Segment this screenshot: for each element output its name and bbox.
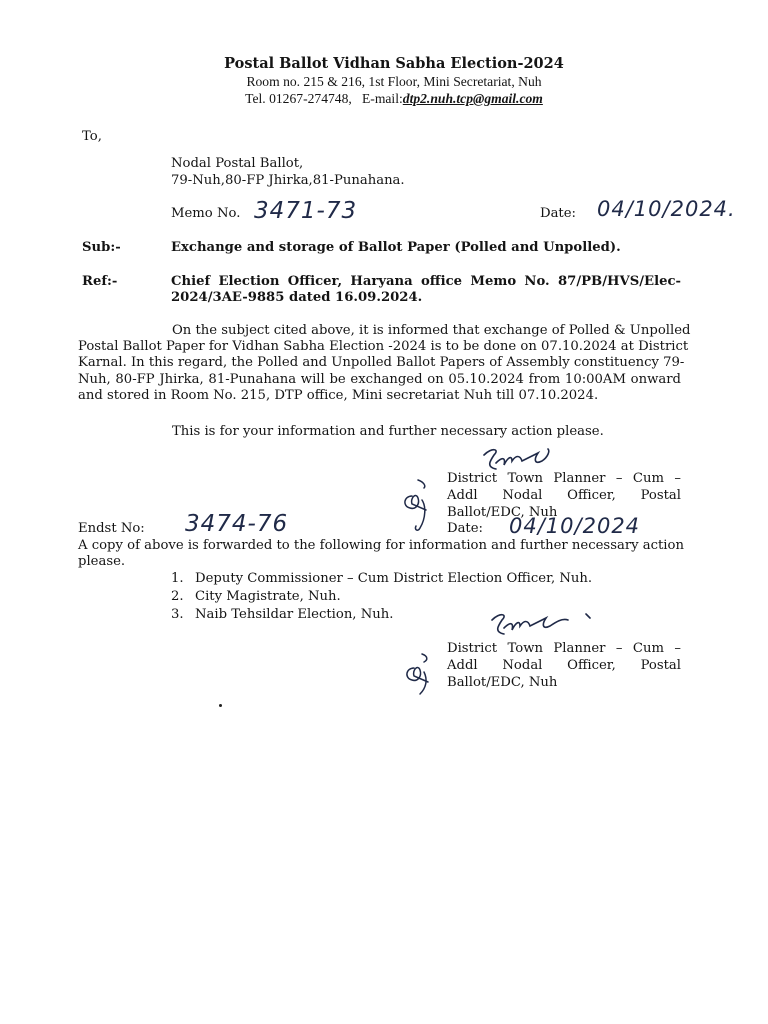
reference-label: Ref:-: [82, 274, 118, 289]
signatory-title-line-3: Ballot/EDC, Nuh: [447, 505, 558, 520]
list-item: 1. Deputy Commissioner – Cum District Election Officer, Nuh.: [171, 571, 593, 586]
endorsement-number-handwritten: 3474-76: [185, 511, 289, 537]
email-link[interactable]: dtp2.nuh.tcp@gmail.com: [402, 91, 543, 106]
signatory-title-line-3: Ballot/EDC, Nuh: [447, 675, 558, 690]
closing-line: This is for your information and further necessary action please.: [172, 424, 604, 439]
subject-text: Exchange and storage of Ballot Paper (Polled and Unpolled).: [171, 240, 621, 255]
date-handwritten: 04/10/2024.: [597, 197, 736, 221]
email-label: E-mail:: [361, 91, 403, 106]
scan-speck: [219, 704, 222, 707]
memo-number-handwritten: 3471-73: [254, 198, 358, 224]
list-item: 3. Naib Tehsildar Election, Nuh.: [171, 607, 394, 622]
body-line-4: Nuh, 80-FP Jhirka, 81-Punahana will be exchanged on 05.10.2024 from 10:00AM onward: [78, 371, 681, 387]
salutation-to: To,: [82, 129, 102, 144]
signature-block-2: [447, 640, 681, 691]
memo-label: Memo No.: [171, 206, 241, 221]
letterhead-contact: [0, 91, 768, 107]
endorsement-date-handwritten: 04/10/2024: [509, 514, 641, 538]
body-paragraph: [78, 323, 691, 404]
subject-label: Sub:-: [82, 240, 121, 255]
copy-forward-line-1: A copy of above is forwarded to the following for information and further necessary action: [78, 538, 684, 553]
list-item: 2. City Magistrate, Nuh.: [171, 589, 341, 604]
recipient-line-2: 79-Nuh,80-FP Jhirka,81-Punahana.: [171, 173, 405, 188]
body-line-3: Karnal. In this regard, the Polled and Unpolled Ballot Papers of Assembly constituency 79-: [78, 355, 685, 371]
signatory-title-line-1: District Town Planner – Cum –: [447, 641, 681, 656]
body-line-1: On the subject cited above, it is informed that exchange of Polled & Unpolled: [172, 323, 691, 338]
recipient-line-1: Nodal Postal Ballot,: [171, 156, 304, 171]
signatory-title-line-2: Addl Nodal Officer, Postal: [447, 488, 681, 503]
body-line-5: and stored in Room No. 215, DTP office, Mini secretariat Nuh till 07.10.2024.: [78, 387, 599, 403]
date-label: Date:: [540, 206, 576, 221]
signature-2-scribble: [486, 608, 598, 642]
endorsement-date-label: Date:: [447, 521, 483, 536]
signatory-title-line-2: Addl Nodal Officer, Postal: [447, 658, 681, 673]
letterhead-address: Room no. 215 & 216, 1st Floor, Mini Secretariat, Nuh: [246, 74, 542, 89]
signatory-title-line-1: District Town Planner – Cum –: [447, 471, 681, 486]
reference-line-2: 2024/3AE-9885 dated 16.09.2024.: [171, 290, 423, 305]
telephone-text: Tel. 01267-274748,: [245, 91, 352, 106]
reference-line-1: Chief Election Officer, Haryana office Memo No. 87/PB/HVS/Elec-: [171, 274, 681, 289]
initials-2-scribble: [398, 650, 438, 698]
initials-1-scribble: [396, 476, 436, 534]
letterhead-title: Postal Ballot Vidhan Sabha Election-2024: [224, 55, 564, 72]
endorsement-label: Endst No:: [78, 521, 145, 536]
body-line-2: Postal Ballot Paper for Vidhan Sabha Election -2024 is to be done on 07.10.2024 at District: [78, 339, 689, 355]
copy-forward-line-2: please.: [78, 554, 126, 569]
